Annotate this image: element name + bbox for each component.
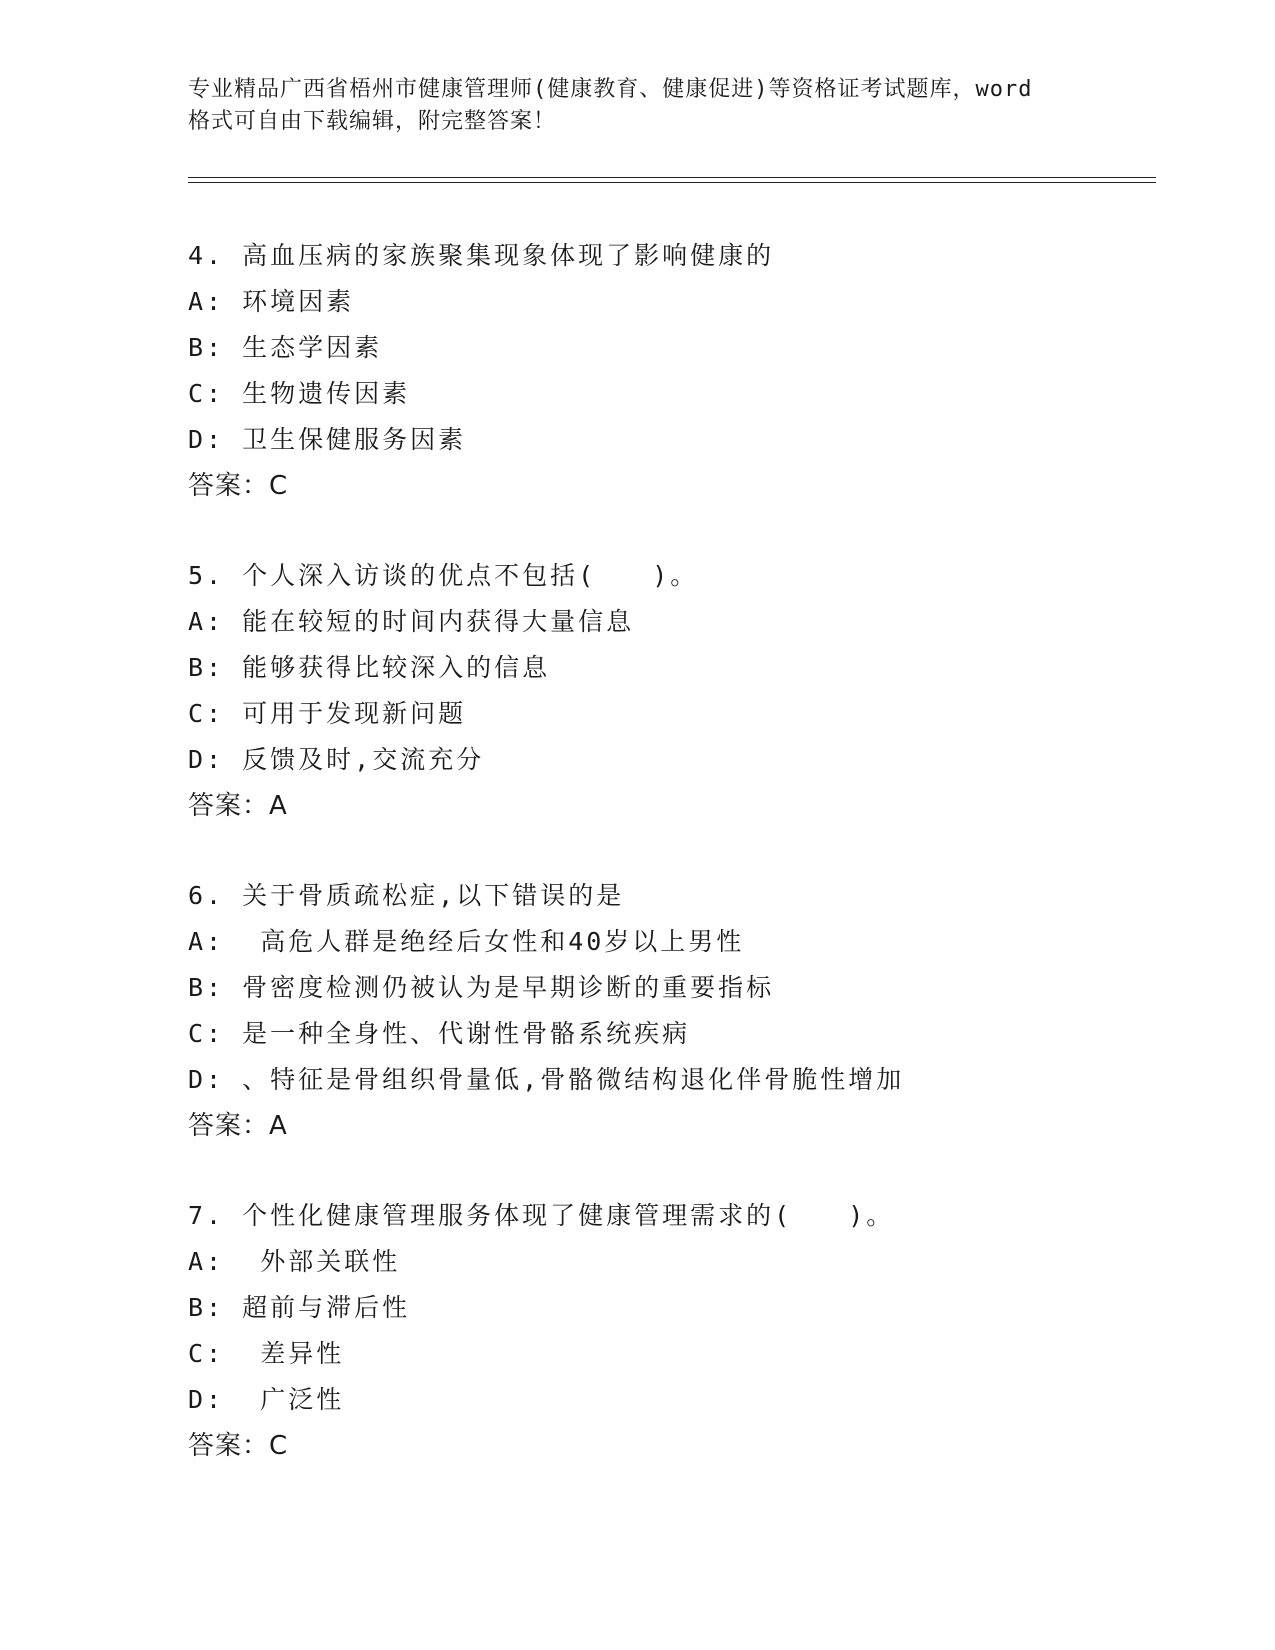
question-stem: 5. 个人深入访谈的优点不包括( )。 (188, 561, 699, 590)
question-7 (188, 1193, 1148, 1469)
option-b: B: 骨密度检测仍被认为是早期诊断的重要指标 (188, 973, 775, 1002)
option-d: D: 卫生保健服务因素 (188, 425, 467, 454)
option-d: D: 广泛性 (188, 1385, 345, 1414)
option-d: D: 、特征是骨组织骨量低,骨骼微结构退化伴骨脆性增加 (188, 1065, 905, 1094)
question-5 (188, 553, 1148, 829)
option-a: A: 高危人群是绝经后女性和40岁以上男性 (188, 927, 745, 956)
option-c: C: 生物遗传因素 (188, 379, 411, 408)
option-c: C: 是一种全身性、代谢性骨骼系统疾病 (188, 1019, 691, 1048)
option-a: A: 能在较短的时间内获得大量信息 (188, 607, 635, 636)
option-a: A: 环境因素 (188, 287, 355, 316)
answer-label: 答案：A (188, 1111, 288, 1141)
answer-label: 答案：A (188, 791, 288, 821)
option-c: C: 差异性 (188, 1339, 345, 1368)
header-line-1: 专业精品广西省梧州市健康管理师(健康教育、健康促进)等资格证考试题库，word (188, 77, 1033, 102)
question-4 (188, 233, 1148, 509)
question-6 (188, 873, 1148, 1149)
header-divider-top (188, 177, 1156, 178)
answer-label: 答案：C (188, 1431, 289, 1461)
answer-label: 答案：C (188, 471, 289, 501)
option-b: B: 生态学因素 (188, 333, 383, 362)
document-header (188, 74, 1088, 138)
question-stem: 4. 高血压病的家族聚集现象体现了影响健康的 (188, 241, 775, 270)
option-b: B: 能够获得比较深入的信息 (188, 653, 551, 682)
option-d: D: 反馈及时,交流充分 (188, 745, 485, 774)
question-stem: 7. 个性化健康管理服务体现了健康管理需求的( )。 (188, 1201, 895, 1230)
option-c: C: 可用于发现新问题 (188, 699, 467, 728)
option-a: A: 外部关联性 (188, 1247, 401, 1276)
header-divider-bottom (188, 182, 1156, 183)
question-stem: 6. 关于骨质疏松症,以下错误的是 (188, 881, 625, 910)
header-line-2: 格式可自由下载编辑，附完整答案！ (188, 109, 557, 134)
option-b: B: 超前与滞后性 (188, 1293, 411, 1322)
